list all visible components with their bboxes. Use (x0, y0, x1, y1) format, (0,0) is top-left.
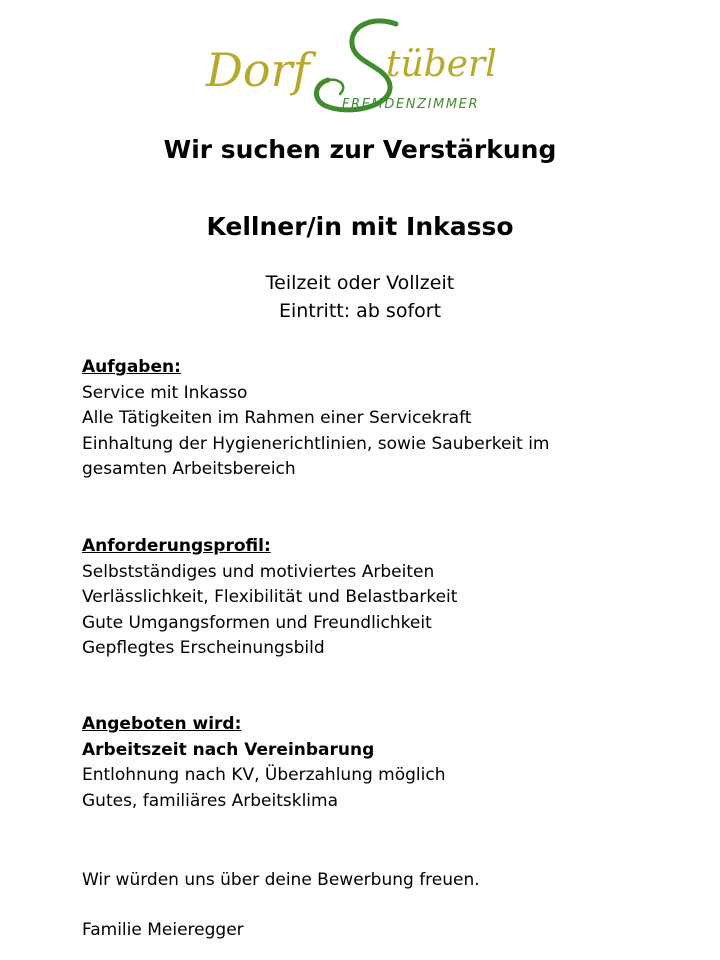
start-date: Eintritt: ab sofort (278, 300, 442, 322)
list-item: Alle Tätigkeiten im Rahmen einer Servicekraft (82, 408, 472, 428)
list-item: gesamten Arbeitsbereich (82, 459, 296, 479)
logo-tuberl: tüberl (386, 44, 497, 85)
section-title: Anforderungsprofil: (82, 536, 271, 556)
list-item: Service mit Inkasso (82, 382, 248, 403)
list-item: Gutes, familiäres Arbeitsklima (82, 790, 339, 811)
section-angeboten (82, 712, 682, 814)
list-item: Einhaltung der Hygienerichtlinien, sowie Sauberkeit im (82, 433, 550, 454)
section-title: Angeboten wird: (82, 714, 242, 734)
employment-type: Teilzeit oder Vollzeit (265, 272, 455, 294)
signature: Familie Meieregger (82, 920, 244, 940)
section-aufgaben (82, 355, 682, 483)
section-anforderungsprofil (82, 534, 682, 662)
dorf-stuberl-logo (200, 14, 540, 126)
logo-underline-swash (328, 80, 343, 94)
list-item: Gute Umgangsformen und Freundlichkeit (82, 612, 432, 633)
section-title: Aufgaben: (82, 357, 181, 377)
closing-text: Wir würden uns über deine Bewerbung freuen. (82, 870, 480, 890)
logo-dorf: Dorf (206, 43, 310, 97)
list-item: Verlässlichkeit, Flexibilität und Belastbarkeit (82, 587, 458, 607)
list-item: Gepflegtes Erscheinungsbild (82, 638, 325, 658)
list-item: Selbstständiges und motiviertes Arbeiten (82, 561, 435, 582)
list-item: Entlohnung nach KV, Überzahlung möglich (82, 765, 446, 785)
list-item: Arbeitszeit nach Vereinbarung (82, 739, 375, 760)
logo-tagline: FREMDENZIMMER (342, 97, 480, 112)
headline: Wir suchen zur Verstärkung (163, 135, 557, 164)
position-title: Kellner/in mit Inkasso (206, 212, 514, 241)
